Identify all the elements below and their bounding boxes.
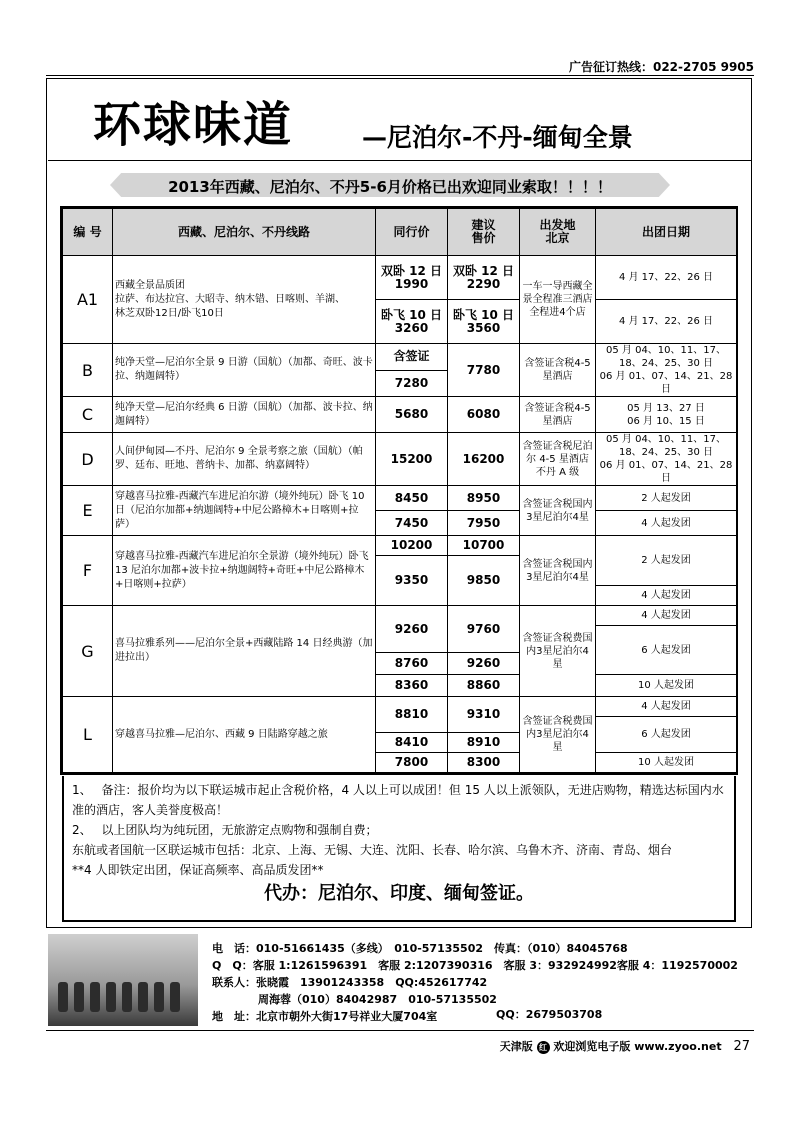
- route-desc: 西藏全景品质团 拉萨、布达拉宫、大昭寺、纳木错、日喀则、羊湖、 林芝双卧12日/卧飞10日: [113, 256, 376, 344]
- suggested-price: 8300: [448, 753, 520, 773]
- peer-price: 含签证: [376, 344, 448, 371]
- footer-edition: 天津版: [499, 1040, 533, 1053]
- notes-box: [62, 776, 736, 922]
- departure-dates: 4 月 17、22、26 日: [596, 300, 737, 344]
- route-desc: 纯净天堂—尼泊尔全景 9 日游（国航）（加都、奇旺、波卡拉、纳迦阔特）: [113, 344, 376, 397]
- note-4: **4 人即铁定出团，保证高频率、高品质发团**: [72, 863, 324, 877]
- peer-price: 7800: [376, 753, 448, 773]
- departure-dates: 4 人起发团: [596, 586, 737, 606]
- col-route: 西藏、尼泊尔、不丹线路: [113, 209, 376, 256]
- row-code: G: [63, 606, 113, 697]
- peer-price: 8410: [376, 733, 448, 753]
- route-desc: 穿越喜马拉雅-西藏汽车进尼泊尔游（境外纯玩）卧飞 10 日（尼泊尔加都+纳迦阔特+中尼公路樟木+日喀则+拉萨）: [113, 486, 376, 536]
- suggested-price: 双卧 12 日 2290: [448, 256, 520, 300]
- peer-price: 5680: [376, 397, 448, 433]
- departure-info: 含签证含税4-5星酒店: [520, 344, 596, 397]
- col-dates: 出团日期: [596, 209, 737, 256]
- peer-price: 10200: [376, 536, 448, 556]
- departure-dates: 4 人起发团: [596, 511, 737, 536]
- departure-dates: 4 人起发团: [596, 697, 737, 717]
- prayer-wheel-photo: [48, 934, 198, 1026]
- contact-phone: 电 话：010-51661435（多线） 010-57135502 传真：（010）84045768: [212, 942, 628, 955]
- peer-price: 8760: [376, 653, 448, 675]
- peer-price: 9260: [376, 606, 448, 653]
- table-header-row: [63, 209, 737, 256]
- logo-subtitle: —尼泊尔-不丹-缅甸全景: [362, 123, 633, 152]
- table-row: [63, 397, 737, 433]
- contact-person-1: 联系人：张晓霞 13901243358 QQ:452617742: [212, 976, 488, 989]
- peer-price: 7450: [376, 511, 448, 536]
- footer: [500, 1038, 750, 1054]
- departure-dates: 6 人起发团: [596, 717, 737, 753]
- departure-info: 含签证含税费国内3星尼泊尔4星: [520, 697, 596, 773]
- ad-hotline: 广告征订热线：022-2705 9905: [568, 60, 754, 74]
- logo-title: 环球味道: [93, 97, 294, 153]
- peer-price: 9350: [376, 556, 448, 606]
- table-row: [63, 536, 737, 556]
- departure-dates: 05 月 04、10、11、17、18、24、25、30 日 06 月 01、07、14、21、28 日: [596, 433, 737, 486]
- row-code: B: [63, 344, 113, 397]
- departure-dates: 6 人起发团: [596, 626, 737, 675]
- note-3: 东航或者国航一区联运城市包括：北京、上海、无锡、大连、沈阳、长春、哈尔滨、乌鲁木齐、济南、青岛、烟台: [72, 843, 673, 857]
- page-number: 27: [733, 1039, 750, 1054]
- price-table: [60, 206, 738, 775]
- header-rule: [46, 75, 754, 76]
- badge-icon: 红: [537, 1041, 550, 1054]
- col-peer-price: 同行价: [376, 209, 448, 256]
- route-desc: 纯净天堂—尼泊尔经典 6 日游（国航）（加都、波卡拉、纳迦阔特）: [113, 397, 376, 433]
- row-code: A1: [63, 256, 113, 344]
- departure-dates: 10 人起发团: [596, 753, 737, 773]
- col-departure: 出发地 北京: [520, 209, 596, 256]
- table-row: [63, 256, 737, 300]
- suggested-price: 16200: [448, 433, 520, 486]
- table-row: [63, 344, 737, 371]
- peer-price: 8450: [376, 486, 448, 511]
- departure-info: 含签证含税费国内3星尼泊尔4星: [520, 606, 596, 697]
- peer-price: 8810: [376, 697, 448, 733]
- contact-person-2: 周海蓉（010）84042987 010-57135502: [258, 993, 497, 1006]
- row-code: F: [63, 536, 113, 606]
- route-desc: 穿越喜马拉雅—尼泊尔、西藏 9 日陆路穿越之旅: [113, 697, 376, 773]
- departure-dates: 2 人起发团: [596, 536, 737, 586]
- departure-dates: 10 人起发团: [596, 675, 737, 697]
- col-code: 编 号: [63, 209, 113, 256]
- suggested-price: 8910: [448, 733, 520, 753]
- route-desc: 喜马拉雅系列——尼泊尔全景+西藏陆路 14 日经典游（加进拉出）: [113, 606, 376, 697]
- note-1: 1、 备注：报价均为以下联运城市起止含税价格，4 人以上可以成团！但 15 人以上派领队，无进店购物，精选达标国内水准的酒店，客人美誉度极高！: [72, 783, 724, 817]
- banner-text: 2013年西藏、尼泊尔、不丹5-6月价格已出欢迎同业索取！！！！: [168, 178, 612, 196]
- suggested-price: 7950: [448, 511, 520, 536]
- departure-dates: 4 人起发团: [596, 606, 737, 626]
- route-desc: 人间伊甸园—不丹、尼泊尔 9 全景考察之旅（国航）（帕罗、廷布、旺地、普纳卡、加都、纳嘉阔特）: [113, 433, 376, 486]
- suggested-price: 8860: [448, 675, 520, 697]
- peer-price: 8360: [376, 675, 448, 697]
- departure-info: 含签证含税国内3星尼泊尔4星: [520, 536, 596, 606]
- suggested-price: 10700: [448, 536, 520, 556]
- table-row: [63, 486, 737, 511]
- row-code: C: [63, 397, 113, 433]
- suggested-price: 7780: [448, 344, 520, 397]
- peer-price: 15200: [376, 433, 448, 486]
- departure-dates: 2 人起发团: [596, 486, 737, 511]
- row-code: E: [63, 486, 113, 536]
- row-code: L: [63, 697, 113, 773]
- departure-dates: 05 月 13、27 日 06 月 10、15 日: [596, 397, 737, 433]
- suggested-price: 9850: [448, 556, 520, 606]
- suggested-price: 8950: [448, 486, 520, 511]
- footer-slogan: 欢迎浏览电子版 www.zyoo.net: [553, 1040, 722, 1053]
- suggested-price: 9310: [448, 697, 520, 733]
- table-row: [63, 697, 737, 717]
- peer-price: 双卧 12 日 1990: [376, 256, 448, 300]
- note-2: 2、 以上团队均为纯玩团，无旅游定点购物和强制自费；: [72, 823, 378, 837]
- departure-dates: 4 月 17、22、26 日: [596, 256, 737, 300]
- departure-info: 一车一导西藏全景全程准三酒店全程进4个店: [520, 256, 596, 344]
- departure-dates: 05 月 04、10、11、17、18、24、25、30 日 06 月 01、07、14、21、28 日: [596, 344, 737, 397]
- table-row: [63, 606, 737, 626]
- row-code: D: [63, 433, 113, 486]
- footer-rule: [46, 1030, 754, 1031]
- col-suggested-price: 建议 售价: [448, 209, 520, 256]
- suggested-price: 9260: [448, 653, 520, 675]
- suggested-price: 6080: [448, 397, 520, 433]
- contact-qq: Q Q：客服 1:1261596391 客服 2:1207390316 客服 3：932924992客服 4：1192570002: [212, 959, 738, 972]
- logo-rule: [48, 160, 752, 161]
- peer-price: 7280: [376, 370, 448, 397]
- suggested-price: 9760: [448, 606, 520, 653]
- suggested-price: 卧飞 10 日 3560: [448, 300, 520, 344]
- departure-info: 含签证含税国内3星尼泊尔4星: [520, 486, 596, 536]
- departure-info: 含签证含税4-5 星酒店: [520, 397, 596, 433]
- table-row: [63, 433, 737, 486]
- contact-qq-2: QQ：2679503708: [496, 1008, 603, 1021]
- contact-address: 地 址：北京市朝外大街17号祥业大厦704室: [212, 1010, 438, 1023]
- route-desc: 穿越喜马拉雅-西藏汽车进尼泊尔全景游（境外纯玩）卧飞13 尼泊尔加都+波卡拉+纳迦阔特+奇旺+中尼公路樟木+日喀则+拉萨）: [113, 536, 376, 606]
- departure-info: 含签证含税尼泊尔 4-5 星酒店不丹 A 级: [520, 433, 596, 486]
- peer-price: 卧飞 10 日 3260: [376, 300, 448, 344]
- visa-agent: 代办：尼泊尔、印度、缅甸签证。: [264, 883, 534, 904]
